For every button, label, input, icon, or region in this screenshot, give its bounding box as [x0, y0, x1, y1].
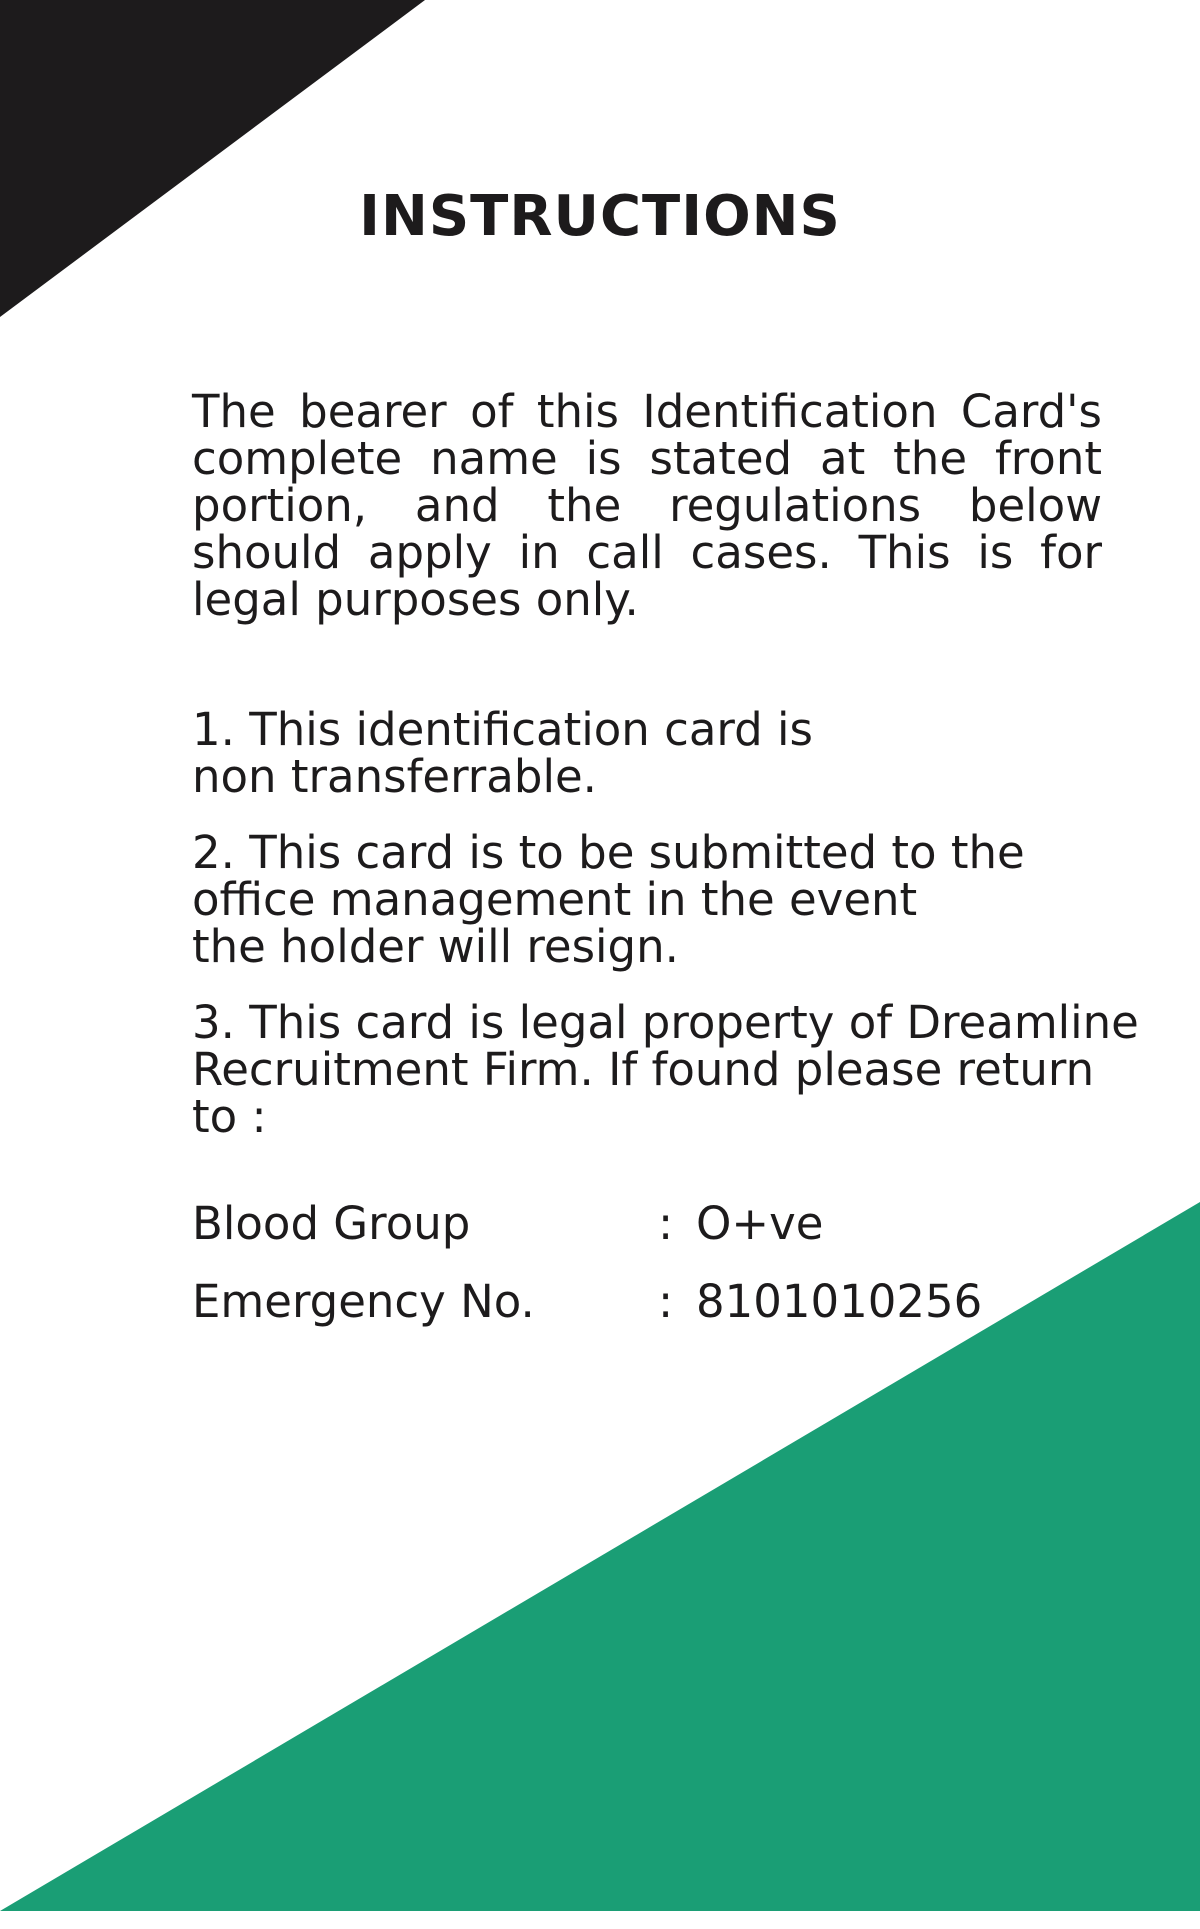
- rule-item: [192, 703, 813, 803]
- green-corner-triangle: [0, 1202, 1200, 1911]
- rule-line: 1. This identification card is: [192, 703, 813, 756]
- page-title: INSTRUCTIONS: [359, 184, 841, 249]
- blood-group-separator: :: [658, 1197, 674, 1250]
- rule-line: 3. This card is legal property of Dreamline: [192, 996, 1139, 1049]
- blood-group-label: Blood Group: [192, 1197, 471, 1250]
- rule-line: 2. This card is to be submitted to the: [192, 826, 1025, 879]
- emergency-number-value: 8101010256: [696, 1275, 983, 1328]
- emergency-number-separator: :: [658, 1275, 674, 1328]
- rule-line: office management in the event: [192, 873, 918, 926]
- rule-line: the holder will resign.: [192, 920, 679, 973]
- rule-item: [192, 826, 1025, 973]
- blood-group-value: O+ve: [696, 1197, 824, 1250]
- rule-line: non transferrable.: [192, 750, 597, 803]
- rule-item: [192, 996, 1139, 1143]
- rule-line: Recruitment Firm. If found please return: [192, 1043, 1095, 1096]
- dark-corner-triangle: [0, 0, 425, 317]
- emergency-number-label: Emergency No.: [192, 1275, 535, 1328]
- rule-line: to :: [192, 1090, 267, 1143]
- intro-paragraph: The bearer of this Identification Card's complete name is stated at the front portion, and the regulations below should apply in call cases. This is for legal purposes only.: [192, 385, 1102, 626]
